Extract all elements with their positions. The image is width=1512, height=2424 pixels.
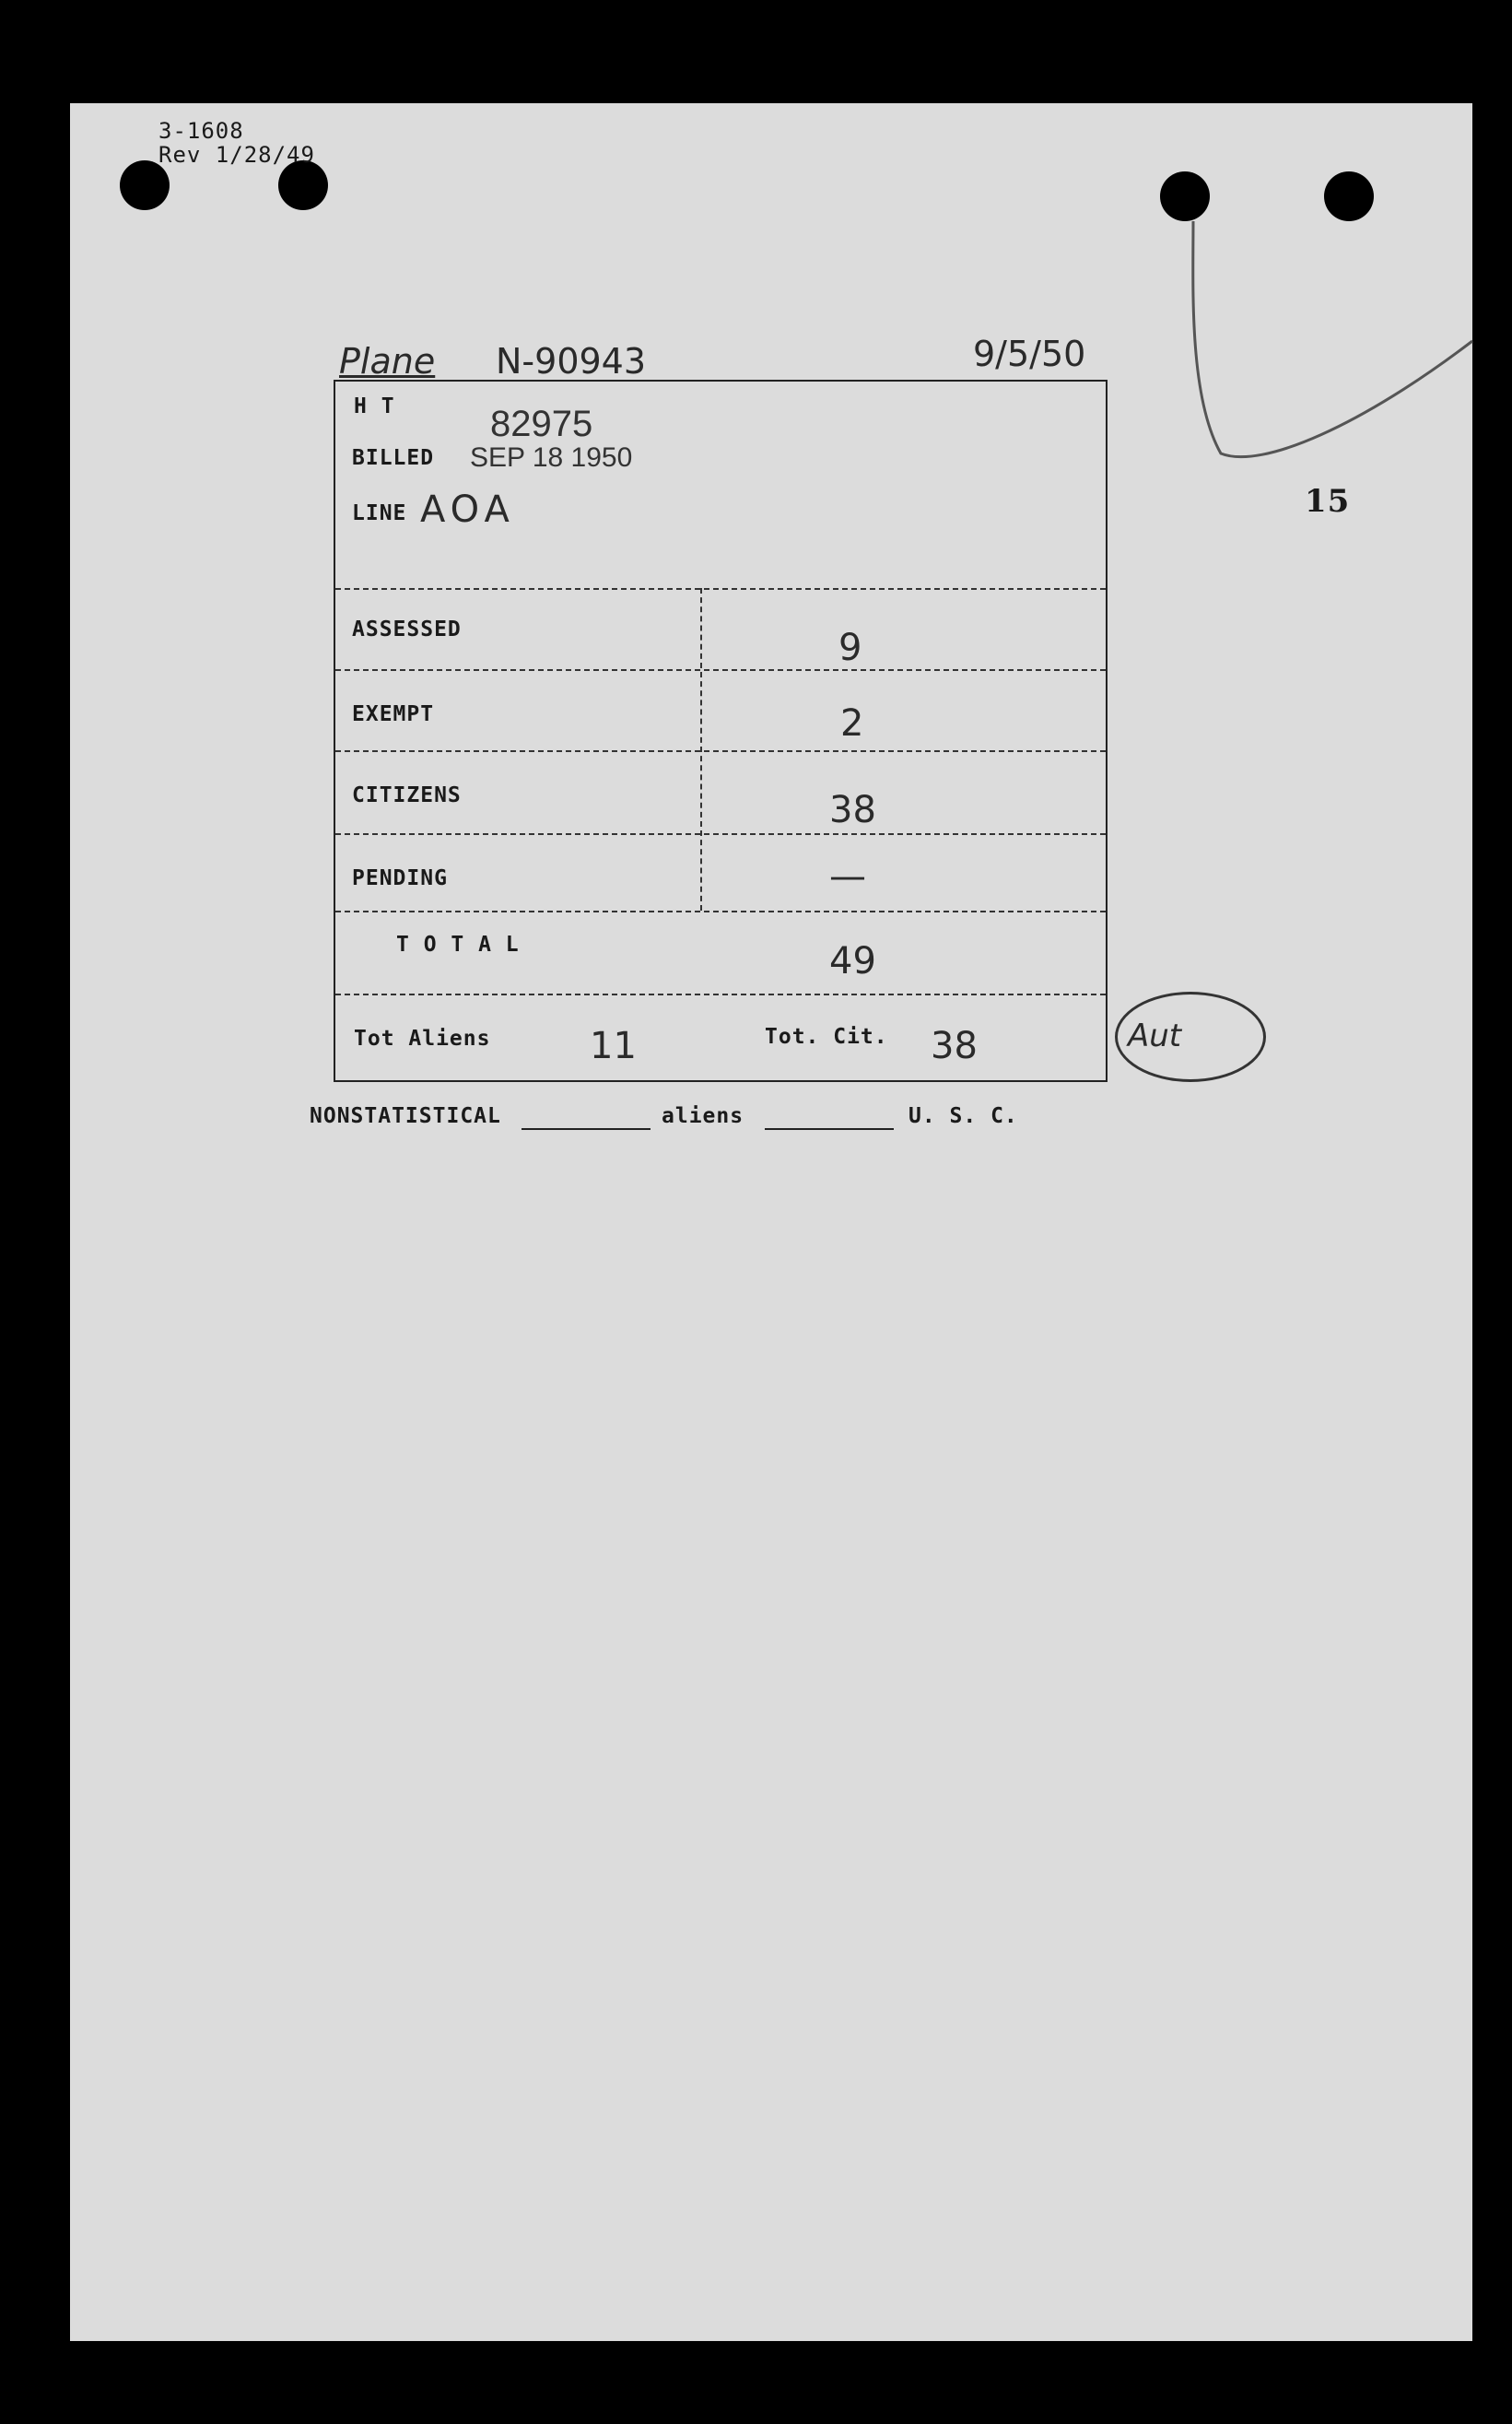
row-divider — [335, 833, 1106, 835]
assessed-value: 9 — [838, 627, 862, 669]
aliens-blank — [765, 1128, 894, 1130]
total-label: T O T A L — [396, 933, 520, 957]
usc-label: U. S. C. — [908, 1104, 1018, 1128]
billed-date-stamp: SEP 18 1950 — [470, 442, 633, 473]
row-divider — [335, 750, 1106, 752]
ht-label: H T — [354, 394, 395, 418]
billed-label: BILLED — [352, 446, 435, 470]
exempt-label: EXEMPT — [352, 702, 435, 726]
row-divider — [335, 669, 1106, 671]
pending-label: PENDING — [352, 866, 448, 890]
punch-hole-left-1 — [120, 160, 170, 210]
aliens-label: aliens — [662, 1104, 744, 1128]
column-divider — [700, 588, 702, 911]
form-revision: Rev 1/28/49 — [158, 142, 315, 168]
exempt-value: 2 — [840, 702, 864, 745]
tot-aliens-label: Tot Aliens — [354, 1027, 491, 1051]
ht-number-stamp: 82975 — [490, 404, 593, 444]
form-number: 3-1608 — [158, 118, 244, 144]
nonstatistical-blank — [522, 1128, 651, 1130]
pencil-curve-mark — [1179, 212, 1483, 479]
punch-hole-left-2 — [278, 160, 328, 210]
line-label: LINE — [352, 501, 407, 525]
tot-aliens-value: 11 — [590, 1025, 637, 1067]
pending-value: — — [829, 855, 866, 898]
citizens-label: CITIZENS — [352, 783, 462, 807]
assessed-label: ASSESSED — [352, 618, 462, 641]
margin-number: 15 — [1305, 483, 1351, 520]
plane-label: Plane — [339, 341, 436, 382]
tot-cit-value: 38 — [931, 1025, 978, 1067]
row-divider — [335, 911, 1106, 912]
circled-initials: Aut — [1128, 1018, 1182, 1054]
row-divider — [335, 588, 1106, 590]
manifest-date: 9/5/50 — [973, 334, 1086, 374]
plane-number: N-90943 — [496, 341, 647, 382]
statistics-table — [334, 380, 1108, 1082]
line-value: AOA — [420, 488, 515, 531]
row-divider — [335, 994, 1106, 995]
tot-cit-label: Tot. Cit. — [765, 1025, 888, 1049]
citizens-value: 38 — [829, 789, 876, 831]
total-value: 49 — [829, 940, 876, 983]
nonstatistical-label: NONSTATISTICAL — [310, 1104, 501, 1128]
